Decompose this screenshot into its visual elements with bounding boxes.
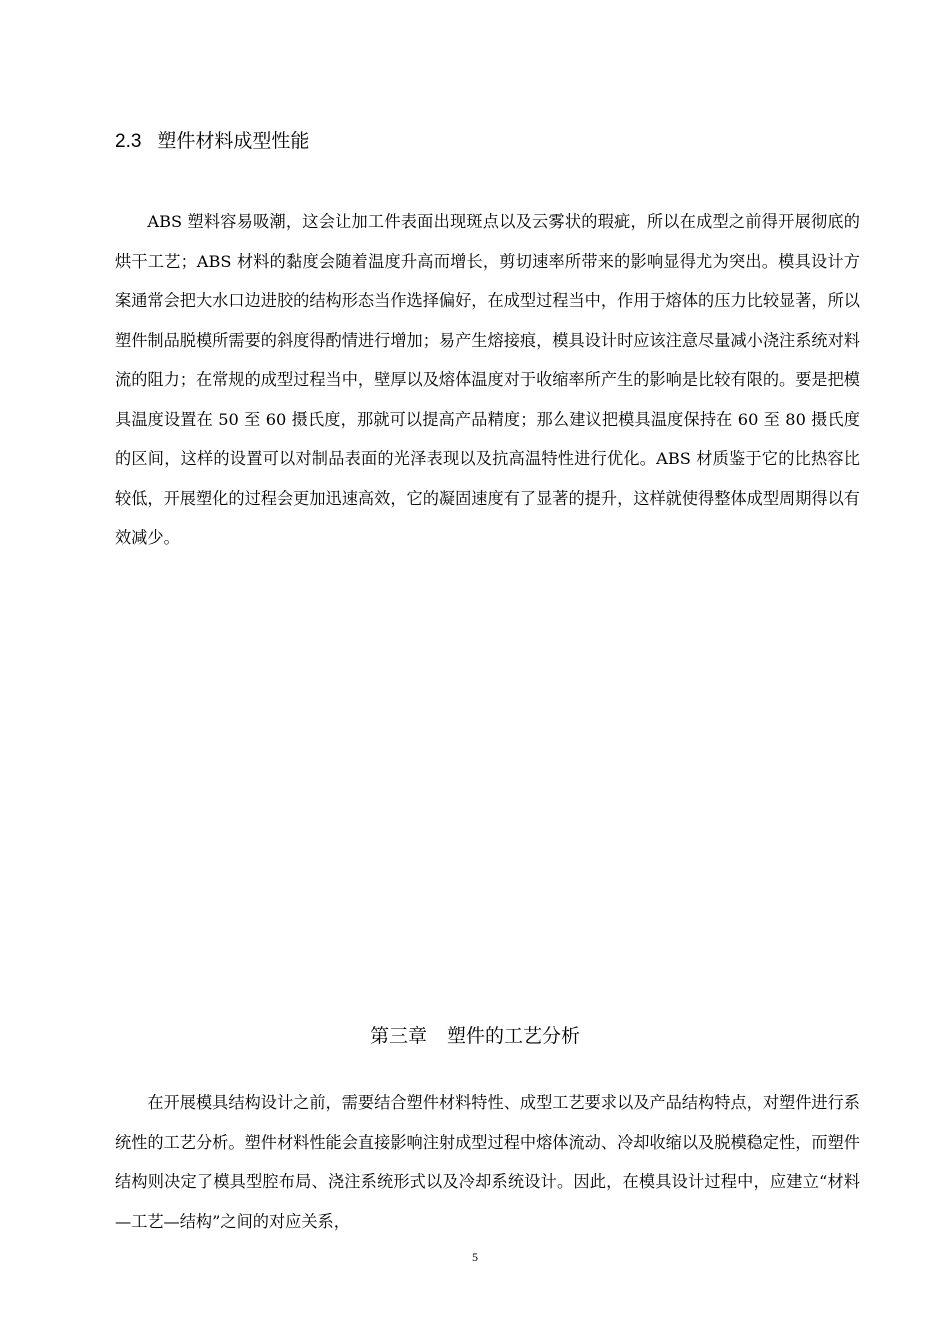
chapter-title: 塑件的工艺分析 xyxy=(447,1025,581,1047)
body-paragraph: ABS 塑料容易吸潮，这会让加工件表面出现斑点以及云雾状的瑕疵，所以在成型之前得开展彻底的烘干工艺；ABS 材料的黏度会随着温度升高而增长，剪切速率所带来的影响显得尤为突出。模具设计方案通常会把大水口边进胶的结构形态当作选择偏好，在成型过程当中，作用于熔体的压力比较显著，所以塑件制品脱模所需要的斜度得酌情进行增加；易产生熔接痕，模具设计时应该注意尽量减小浇注系统对料流的阻力；在常规的成型过程当中，壁厚以及熔体温度对于收缩率所产生的影响是比较有限的。要是把模具温度设置在 50 至 60 摄氏度，那就可以提高产品精度；那么建议把模具温度保持在 60 至 80 摄氏度的区间，这样的设置可以对制品表面的光泽表现以及抗高温特性进行优化。ABS 材质鉴于它的比热容比较低，开展塑化的过程会更加迅速高效，它的凝固速度有了显著的提升，这样就使得整体成型周期得以有效减少。 xyxy=(115,212,860,547)
page-number: 5 xyxy=(472,1250,478,1264)
body-paragraph: 在开展模具结构设计之前，需要结合塑件材料特性、成型工艺要求以及产品结构特点，对塑件进行系统性的工艺分析。塑件材料性能会直接影响注射成型过程中熔体流动、冷却收缩以及脱模稳定性，而塑件结构则决定了模具型腔布局、浇注系统形式以及冷却系统设计。因此，在模具设计过程中，应建立“材料—工艺—结构”之间的对应关系， xyxy=(115,1093,860,1231)
section-title: 塑件材料成型性能 xyxy=(157,130,310,152)
section-heading xyxy=(115,128,309,155)
chapter-number: 第三章 xyxy=(369,1025,427,1047)
chapter-heading xyxy=(0,1022,950,1050)
section-number: 2.3 xyxy=(115,131,142,152)
